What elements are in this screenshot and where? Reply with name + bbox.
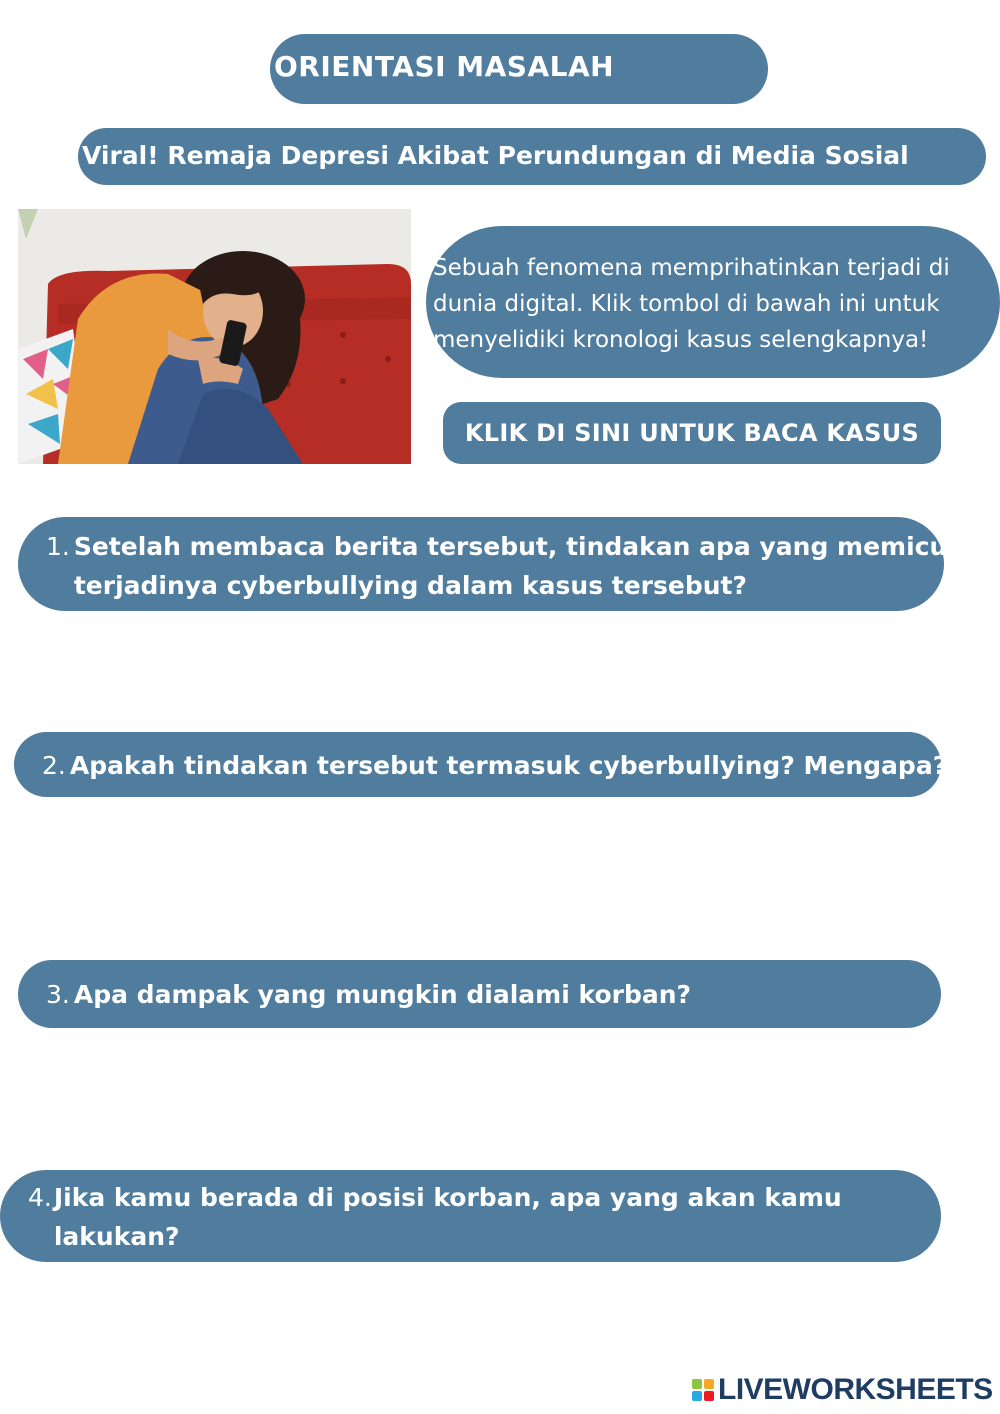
liveworksheets-logo <box>692 1374 993 1406</box>
question-4 <box>28 1178 842 1256</box>
news-headline: Viral! Remaja Depresi Akibat Perundungan di Media Sosial <box>82 141 909 170</box>
question-number: 2. <box>42 751 66 780</box>
question-2 <box>42 746 947 785</box>
answer-field-4[interactable] <box>0 1272 941 1362</box>
news-photo <box>18 209 411 464</box>
read-case-button[interactable]: KLIK DI SINI UNTUK BACA KASUS <box>443 402 941 464</box>
answer-field-2[interactable] <box>14 810 941 945</box>
question-number: 3. <box>46 980 70 1009</box>
question-1 <box>46 527 947 605</box>
case-description: Sebuah fenomena memprihatinkan terjadi di dunia digital. Klik tombol di bawah ini untuk menyelidiki kronologi kasus selengkapnya! <box>433 255 950 353</box>
page-title: ORIENTASI MASALAH <box>274 50 615 83</box>
question-3 <box>46 975 691 1014</box>
answer-field-1[interactable] <box>18 620 944 720</box>
question-number: 4. <box>28 1183 52 1212</box>
question-number: 1. <box>46 532 70 561</box>
question-text: Apa dampak yang mungkin dialami korban? <box>73 980 692 1009</box>
liveworksheets-logo-icon <box>692 1379 714 1401</box>
brand-name: LIVEWORKSHEETS <box>718 1373 993 1406</box>
question-text: Apakah tindakan tersebut termasuk cyberbullying? Mengapa? <box>69 751 948 780</box>
answer-field-3[interactable] <box>18 1040 941 1160</box>
question-text: Setelah membaca berita tersebut, tindakan apa yang memicu terjadinya cyberbullying dalam kasus tersebut? <box>73 532 948 600</box>
question-text: Jika kamu berada di posisi korban, apa yang akan kamu lakukan? <box>53 1183 842 1251</box>
